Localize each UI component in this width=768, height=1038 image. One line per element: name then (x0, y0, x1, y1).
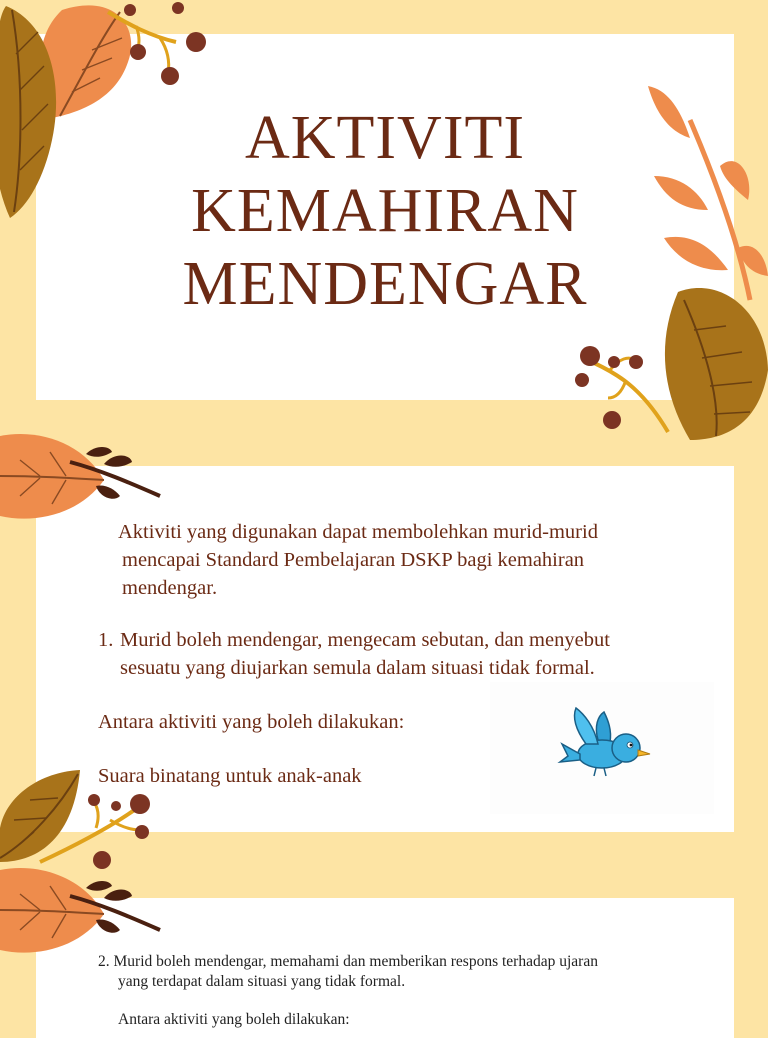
activities-heading: Antara aktiviti yang boleh dilakukan: (98, 711, 405, 733)
autumn-leaves-decoration-top-left (0, 0, 220, 230)
berry-branch-icon (575, 346, 668, 432)
item-1-line-2: sesuatu yang diujarkan semula dalam situasi tidak formal. (120, 657, 595, 679)
autumn-leaves-decoration-left-middle (0, 430, 170, 530)
leaf-icon (0, 434, 104, 519)
activities-heading-2: Antara aktiviti yang boleh dilakukan: (118, 1011, 350, 1028)
bird-image (490, 682, 714, 814)
item-2-line-1: Murid boleh mendengar, memahami dan memberikan respons terhadap ujaran (113, 953, 598, 970)
intro-line-1: Aktiviti yang digunakan dapat membolehkan murid-murid (118, 521, 598, 543)
leaf-icon (665, 288, 768, 440)
autumn-leaves-decoration-right (570, 80, 768, 440)
title-line-2: KEMAHIRAN (191, 177, 579, 245)
title-line-1: AKTIVITI (244, 104, 525, 172)
autumn-leaves-decoration-bottom-left (0, 766, 170, 952)
item-2-line-2: yang terdapat dalam situasi yang tidak formal. (118, 973, 406, 990)
numbered-item-1 (98, 626, 688, 682)
intro-line-2: mencapai Standard Pembelajaran DSKP bagi kemahiran (122, 549, 585, 571)
item-1-line-1: Murid boleh mendengar, mengecam sebutan, dan menyebut (120, 629, 610, 651)
activity-item: Suara binatang untuk anak-anak (98, 765, 362, 787)
item-number: 1. (98, 629, 114, 651)
numbered-item-2 (98, 952, 708, 992)
leaf-icon (0, 868, 104, 953)
title-line-3: MENDENGAR (182, 250, 588, 318)
orange-branch-icon (648, 86, 768, 300)
bird-icon (490, 682, 714, 814)
intro-paragraph (114, 518, 674, 602)
intro-line-3: mendengar. (122, 577, 218, 599)
item-number: 2. (98, 953, 110, 970)
